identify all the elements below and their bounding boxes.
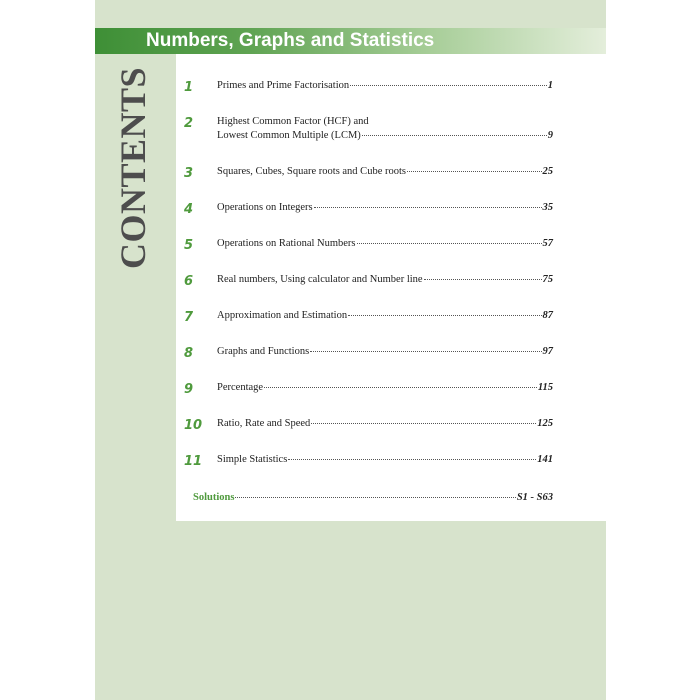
- chapter-title: Operations on Integers: [217, 202, 313, 213]
- chapter-number: 4: [184, 202, 194, 217]
- chapter-title-line-2: Lowest Common Multiple (LCM): [217, 130, 361, 141]
- leader-dots: [311, 423, 536, 424]
- leader-dots: [424, 279, 542, 280]
- page-number: 115: [537, 382, 553, 393]
- chapter-number: 1: [184, 80, 194, 95]
- chapter-title: Operations on Rational Numbers: [217, 238, 356, 249]
- leader-dots: [235, 497, 515, 498]
- leader-dots: [288, 459, 536, 460]
- leader-dots: [362, 135, 547, 136]
- chapter-title: Real numbers, Using calculator and Number line: [217, 274, 423, 285]
- page-number: 125: [537, 418, 553, 429]
- page-number: 1: [547, 80, 553, 91]
- chapter-number: 10: [184, 418, 203, 433]
- leader-dots: [407, 171, 542, 172]
- chapter-number: 9: [184, 382, 194, 397]
- leader-dots: [348, 315, 541, 316]
- chapter-title-line-1: Highest Common Factor (HCF) and: [217, 116, 369, 127]
- solutions-label: Solutions: [193, 492, 235, 503]
- chapter-title: Ratio, Rate and Speed: [217, 418, 311, 429]
- page-number: 9: [547, 130, 553, 141]
- chapter-number: 2: [184, 116, 194, 131]
- chapter-title: Graphs and Functions: [217, 346, 310, 357]
- chapter-number: 7: [184, 310, 194, 325]
- chapter-title: Primes and Prime Factorisation: [217, 80, 350, 91]
- contents-vertical-title: [104, 66, 162, 270]
- chapter-number: 3: [184, 166, 194, 181]
- page-number: 75: [542, 274, 553, 285]
- page-number: 97: [542, 346, 553, 357]
- chapter-title: Simple Statistics: [217, 454, 288, 465]
- chapter-title: Approximation and Estimation: [217, 310, 348, 321]
- page-number: 35: [542, 202, 553, 213]
- contents-heading: CONTENTS: [113, 66, 153, 270]
- chapter-title: Squares, Cubes, Square roots and Cube roots: [217, 166, 406, 177]
- section-title: Numbers, Graphs and Statistics: [146, 30, 435, 51]
- chapter-number: 11: [184, 454, 203, 469]
- solutions-page-range: S1 - S63: [516, 492, 553, 503]
- chapter-number: 8: [184, 346, 194, 361]
- chapter-title: Percentage: [217, 382, 264, 393]
- leader-dots: [350, 85, 547, 86]
- leader-dots: [357, 243, 542, 244]
- chapter-number: 6: [184, 274, 194, 289]
- page-number: 87: [542, 310, 553, 321]
- contents-panel: [176, 54, 606, 521]
- page-number: 25: [542, 166, 553, 177]
- leader-dots: [264, 387, 537, 388]
- page-number: 141: [537, 454, 553, 465]
- page-number: 57: [542, 238, 553, 249]
- leader-dots: [314, 207, 542, 208]
- leader-dots: [310, 351, 541, 352]
- chapter-number: 5: [184, 238, 194, 253]
